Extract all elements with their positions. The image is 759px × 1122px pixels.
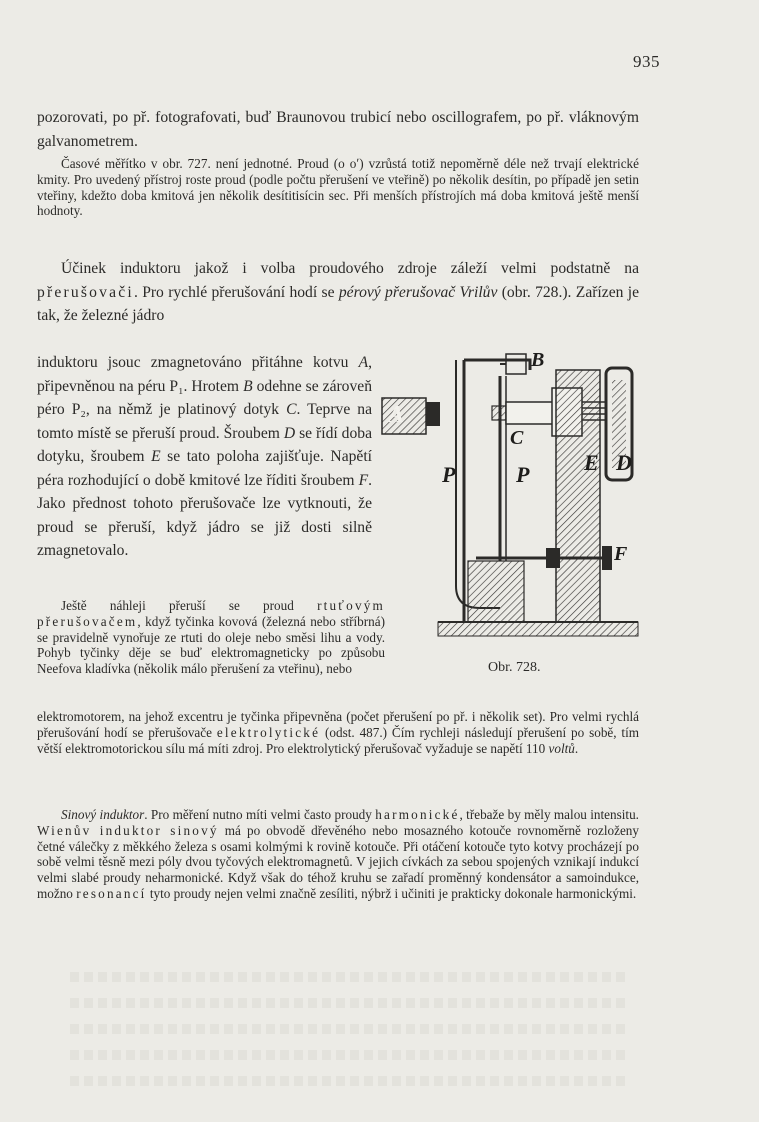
term-harmonic: harmonické xyxy=(375,807,460,822)
paragraph-interrupter-intro xyxy=(37,257,639,328)
label-a-icon: A xyxy=(388,402,405,428)
bleed-through-line xyxy=(70,1024,630,1034)
term-mercury-interrupter: rtuťovým přerušovačem xyxy=(37,598,385,629)
label-d: D xyxy=(283,424,296,442)
label-a: A xyxy=(358,354,369,371)
term-wien-inductor: Wienův induktor sinový xyxy=(37,822,219,838)
text-run: . Teprve na tomto místě se přeruší proud. Šroubem xyxy=(37,401,372,442)
term-sine-inductor: Sinový induktor xyxy=(61,807,145,822)
paragraph-intro: pozorovati, po př. fotografovati, buď Braunovou trubicí nebo oscillografem, po př. vláknovým galvanometrem. xyxy=(37,109,639,150)
text-run: elektromotorem, na jehož excentru je tyčinka připevněna (počet přerušení po př. i několik set). Pro velmi rychlá přerušování hodí se přerušovače xyxy=(37,709,639,740)
text-run: Účinek induktoru jakož i volba proudového zdroje záleží velmi podstatně na xyxy=(61,260,639,277)
text-run: . Jako přednost tohoto přerušovače lze vytknouti, že proud se přeruší, když jádro se již dosti silně zmagnetovalo. xyxy=(37,471,372,559)
text-run: . Pro rychlé přerušování hodí se xyxy=(133,283,339,301)
label-b-icon: B xyxy=(531,349,545,371)
label-c: C xyxy=(286,401,297,418)
figure-728 xyxy=(380,346,642,652)
paragraph-time-scale: Časové měřítko v obr. 727. není jednotné. Proud (o oʹ) vzrůstá totiž nepoměrně déle než trvají elektrické kmity. Pro uvedený přístroj roste proud (podle počtu přerušení ve vteřině) po několik desítin, po případě jen setin vteřiny, kdežto doba kmitová jen několik desítitisícin sec. Při menších přístrojích má doba kmitová ještě menší hodnoty. xyxy=(37,156,639,219)
paragraph-sine-inductor xyxy=(37,807,639,902)
label-d-icon: D xyxy=(616,450,632,475)
label-b: B xyxy=(243,377,253,395)
label-e-icon: E xyxy=(584,450,599,475)
figure-caption: Obr. 728. xyxy=(488,660,541,675)
text-run: , když tyčinka kovová (železná nebo stříbrná) se pravidelně vynořuje ze rtuti do oleje nebo směsi lihu a vody. Pohyb tyčinky děje se buď elektromagneticky po způsobu Neefova kladívka (několik málo přerušení za vteřinu), nebo xyxy=(37,613,385,677)
label-f-icon: F xyxy=(614,543,628,565)
text-run: . Pro měření nutno míti velmi často proudy xyxy=(144,807,376,822)
text-run: se řídí doba dotyku, šroubem xyxy=(37,424,372,465)
paragraph-electrolytic-interrupter xyxy=(37,709,639,756)
text-run: (obr. 728.). Zařízen je tak, že železné jádro xyxy=(37,283,640,324)
label-f: F xyxy=(358,471,369,489)
label-p2-icon: P xyxy=(516,462,530,487)
label-c-icon: C xyxy=(510,427,524,449)
text-run: Ještě náhleji přeruší se proud xyxy=(61,598,318,613)
text-run: , připevněnou na péru P₁. Hrotem xyxy=(37,354,372,395)
bleed-through-line xyxy=(70,998,630,1008)
term-electrolytic: elektrolytické xyxy=(216,724,321,740)
text-run: . Když však do téhož kruhu se zařadí proměnný kondensátor a samoindukce, možno xyxy=(37,870,639,901)
text-run: (odst. 487.) Čím rychleji následují přerušení po sobě, tím větší elektromotorickou sílu má míti zdroj. Pro elektrolytický přerušovač vyžaduje se napětí 110 xyxy=(37,724,640,756)
term-resonance: resonancí xyxy=(76,885,147,901)
text-run: . xyxy=(574,740,579,756)
bleed-through-line xyxy=(70,1050,630,1060)
text-run: se tato poloha zajišťuje. Napětí péra rozhodující o době kmitové lze říditi šroubem xyxy=(37,448,373,489)
text-run: má po obvodě dřevěného nebo mosazného kotouče rovnoměrně rozloženy četné válečky z měkkého železa s osami kolmými k rovině kotouče. Při otáčení kotouče tyto kotvy procházejí po sobě velmi těsně mezi póly dvou tyčových elektromagnetů. V jejich cívkách za sebou spojených vznikají indukcí velmi slabé proudy xyxy=(37,822,639,886)
unit-volts: voltů xyxy=(548,740,575,756)
label-e: E xyxy=(151,448,161,465)
paragraph-mercury-interrupter xyxy=(37,598,385,677)
text-run: tyto proudy nejen velmi značně zesíliti, nýbrž i učiniti je prakticky dokonale harmonickými. xyxy=(146,885,637,901)
term-interrupter: přerušovači xyxy=(37,283,134,301)
label-p1-icon: P xyxy=(442,462,456,487)
interrupter-diagram xyxy=(380,346,642,652)
bleed-through-line xyxy=(70,972,630,982)
text-run: induktoru jsouc zmagnetováno přitáhne kotvu xyxy=(37,354,359,371)
term-vril-interrupter: pérový přerušovač Vrilův xyxy=(338,283,498,301)
text-run: , třebaže by měly malou intensitu. xyxy=(459,807,639,822)
term-nonharmonic: neharmonické xyxy=(145,870,220,886)
page-number: 935 xyxy=(633,52,660,71)
paragraph-interrupter-description xyxy=(37,351,372,563)
text-run: odehne se zároveň péro P₂, na němž je platinový dotyk xyxy=(37,377,372,418)
bleed-through-line xyxy=(70,1076,630,1086)
